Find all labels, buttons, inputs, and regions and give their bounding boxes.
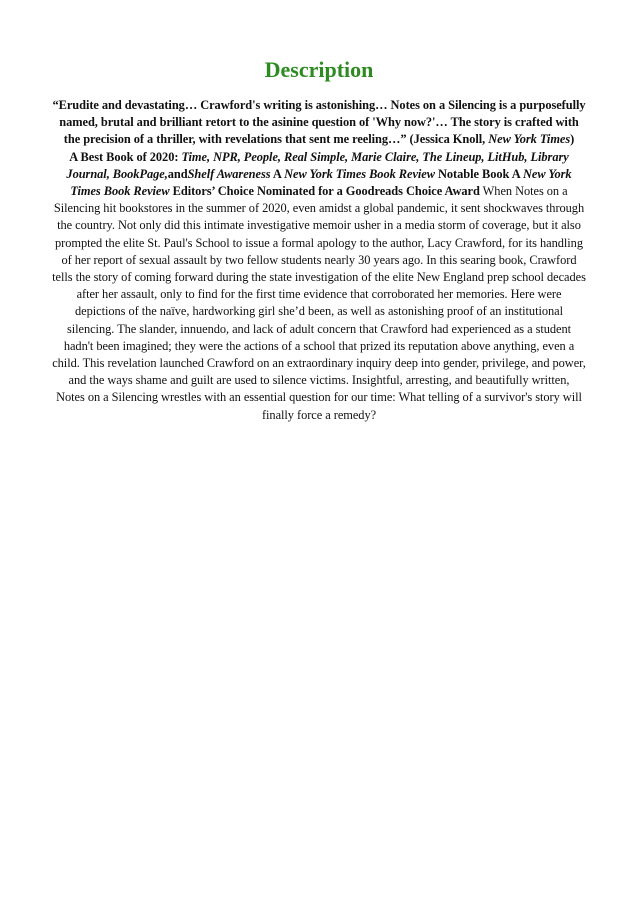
description-line <box>4 338 634 355</box>
description-text: child. This revelation launched Crawford on an extraordinary inquiry deep into gender, privilege, and power, <box>52 356 586 371</box>
description-text: hadn't been imagined; they were the actions of a school that prized its reputation above anything, even a <box>63 338 575 353</box>
description-line <box>4 235 634 252</box>
description-text: the country. Not only did this intimate investigative memoir usher in a media storm of coverage, but it also <box>57 218 581 233</box>
description-line <box>4 372 634 389</box>
description-body <box>4 97 634 424</box>
quote-emphasis-text: Time, NPR, People, Real Simple, Marie Claire, The Lineup, LitHub, Library <box>181 149 569 164</box>
description-line <box>4 97 634 114</box>
quote-text: Editors’ Choice Nominated for a Goodreads Choice Award <box>169 184 480 199</box>
description-line <box>4 149 634 166</box>
description-text: depictions of the naïve, hardworking girl she’d been, as well as astonishing proof of an institutional <box>74 304 563 319</box>
description-text: after her assault, only to find for the first time evidence that corroborated her memories. Here were <box>76 287 562 302</box>
description-text: silencing. The slander, innuendo, and lack of adult concern that Crawford had experienced as a student <box>66 321 572 336</box>
description-line <box>4 183 634 200</box>
quote-text: Notable Book A <box>434 166 523 181</box>
description-line <box>4 200 634 217</box>
description-text: and the ways shame and guilt are used to silence victims. Insightful, arresting, and beautifully written, <box>68 373 570 388</box>
quote-text: ) <box>570 132 575 147</box>
description-text: Notes on a Silencing wrestles with an essential question for our time: What telling of a survivor's story will <box>56 390 582 405</box>
description-line <box>4 286 634 303</box>
description-text: When Notes on a <box>479 184 568 199</box>
description-text: prompted the elite St. Paul's School to issue a formal apology to the author, Lacy Crawford, for its handling <box>55 235 583 250</box>
quote-emphasis-text: New York Times <box>488 132 571 147</box>
page-title: Description <box>264 57 374 82</box>
quote-text: A <box>270 166 285 181</box>
quote-text: “Erudite and devastating… Crawford's writing is astonishing… Notes on a Silencing is a purposefully <box>52 98 586 112</box>
description-line <box>4 321 634 338</box>
quote-text: named, brutal and brilliant retort to the asinine question of 'Why now?'… The story is crafted with <box>59 115 579 130</box>
description-line <box>4 355 634 372</box>
description-line <box>4 269 634 286</box>
quote-text: A Best Book of 2020: <box>69 149 182 164</box>
description-text: tells the story of coming forward during the state investigation of the elite New England prep school decades <box>52 270 586 285</box>
description-line <box>4 407 634 424</box>
description-text: finally force a remedy? <box>261 407 377 422</box>
description-line <box>4 303 634 320</box>
quote-emphasis-text: Shelf Awareness <box>187 166 271 181</box>
description-text: of her report of sexual assault by two fellow students nearly 30 years ago. In this searing book, Crawford <box>61 252 577 267</box>
description-line <box>4 131 634 148</box>
description-line <box>4 114 634 131</box>
description-line <box>4 166 634 183</box>
quote-emphasis-text: Times Book Review <box>70 184 170 199</box>
quote-text: the precision of a thriller, with revelations that sent me reeling…” (Jessica Knoll, <box>63 132 489 147</box>
quote-emphasis-text: New York Times Book Review <box>284 166 435 181</box>
description-text: Silencing hit bookstores in the summer of 2020, even amidst a global pandemic, it sent shockwaves through <box>53 201 585 216</box>
description-line <box>4 217 634 234</box>
quote-text: and <box>167 166 188 181</box>
description-line <box>4 389 634 406</box>
description-line <box>4 252 634 269</box>
quote-emphasis-text: New York <box>522 166 572 181</box>
quote-emphasis-text: Journal, BookPage, <box>66 166 168 181</box>
